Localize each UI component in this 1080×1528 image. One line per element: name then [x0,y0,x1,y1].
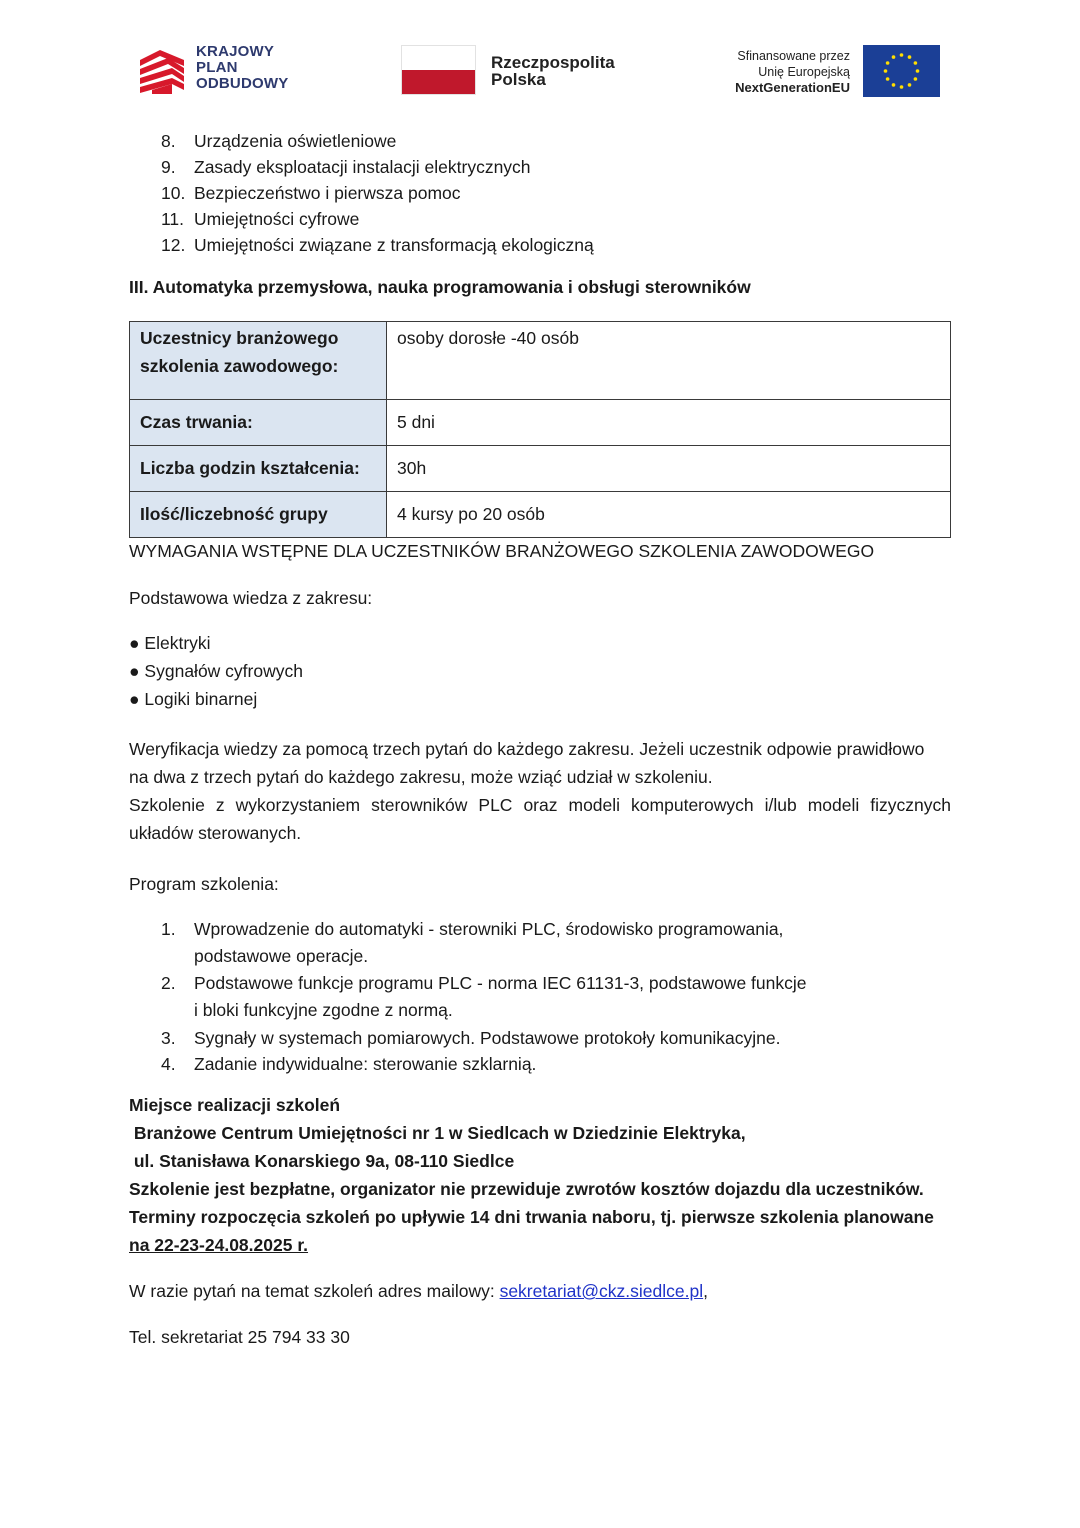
program-item: Podstawowe funkcje programu PLC - norma IEC 61131-3, podstawowe funkcje [194,973,807,993]
list-item: Urządzenia oświetleniowe [194,131,397,151]
table-value: osoby dorosłe -40 osób [387,322,951,400]
rp-line-1: Rzeczpospolita [491,53,615,72]
polish-flag-icon [401,45,476,95]
contact-email-prefix: W razie pytań na temat szkoleń adres mailowy: [129,1281,500,1301]
list-item: Umiejętności cyfrowe [194,209,360,229]
program-number: 3. [161,1028,176,1048]
header-logos [138,42,940,100]
kpo-line-2: PLAN [196,59,238,76]
kpo-line-1: KRAJOWY [196,43,275,60]
list-item: Umiejętności związane z transformacją ekologiczną [194,235,594,255]
table-value: 30h [387,446,951,492]
eu-flag-icon [863,45,940,97]
list-item: Zasady eksploatacji instalacji elektrycznych [194,157,531,177]
location-heading: Miejsce realizacji szkoleń [129,1095,341,1115]
bullet-item: ● Sygnałów cyfrowych [129,661,303,681]
start-dates: na 22-23-24.08.2025 r. [129,1235,309,1255]
location-address: ul. Stanisława Konarskiego 9a, 08-110 Siedlce [129,1151,515,1171]
rp-line-2: Polska [491,70,546,89]
program-number: 2. [161,973,176,993]
start-terms: Terminy rozpoczęcia szkoleń po upływie 14 dni trwania naboru, tj. pierwsze szkolenia planowane [129,1207,934,1227]
free-notice: Szkolenie jest bezpłatne, organizator nie przewiduje zwrotów kosztów dojazdu dla uczestników. [129,1179,924,1199]
verification-text: na dwa z trzech pytań do każdego zakresu, może wziąć udział w szkoleniu. [129,767,713,787]
course-info-table [129,321,951,538]
eu-funding-logo [720,44,940,98]
program-item: Sygnały w systemach pomiarowych. Podstawowe protokoły komunikacyjne. [194,1028,781,1048]
program-item: podstawowe operacje. [194,946,369,966]
list-item: Bezpieczeństwo i pierwsza pomoc [194,183,461,203]
table-value: 5 dni [387,400,951,446]
program-heading: Program szkolenia: [129,874,279,894]
kpo-logo [138,44,308,98]
table-row [130,400,951,446]
training-description: układów sterowanych. [129,823,302,843]
program-item: Wprowadzenie do automatyki - sterowniki PLC, środowisko programowania, [194,919,784,939]
bullet-item: ● Logiki binarnej [129,689,258,709]
table-row [130,492,951,538]
list-number: 8. [161,131,176,151]
list-number: 12. [161,235,186,255]
requirements-heading: WYMAGANIA WSTĘPNE DLA UCZESTNIKÓW BRANŻOWEGO SZKOLENIA ZAWODOWEGO [129,541,875,561]
list-number: 11. [161,209,185,229]
eu-line-2: Unię Europejską [758,65,850,79]
program-item: Zadanie indywidualne: sterowanie szklarnią. [194,1054,537,1074]
section-title: III. Automatyka przemysłowa, nauka programowania i obsługi sterowników [129,277,751,297]
requirements-intro: Podstawowa wiedza z zakresu: [129,588,373,608]
list-number: 9. [161,157,176,177]
location-name: Branżowe Centrum Umiejętności nr 1 w Siedlcach w Dziedzinie Elektryka, [129,1123,746,1143]
rzeczpospolita-logo [401,45,641,97]
contact-email-suffix: , [703,1281,708,1301]
program-number: 1. [161,919,176,939]
bullet-item: ● Elektryki [129,633,211,653]
table-row [130,322,951,400]
table-label: Liczba godzin kształcenia: [130,446,387,492]
kpo-line-3: ODBUDOWY [196,75,289,92]
contact-email-line [129,1278,708,1304]
table-row [130,446,951,492]
program-number: 4. [161,1054,176,1074]
table-label: Uczestnicy branżowego szkolenia zawodowego: [130,322,387,400]
kpo-building-icon [138,46,188,96]
training-description: Szkolenie z wykorzystaniem sterowników PLC oraz modeli komputerowych i/lub modeli fizycznych [129,795,951,815]
program-item: i bloki funkcyjne zgodne z normą. [194,1000,453,1020]
table-label: Czas trwania: [130,400,387,446]
email-link[interactable]: sekretariat@ckz.siedlce.pl [499,1281,704,1301]
table-value: 4 kursy po 20 osób [387,492,951,538]
table-label: Ilość/liczebność grupy [130,492,387,538]
eu-line-1: Sfinansowane przez [737,49,850,63]
verification-text: Weryfikacja wiedzy za pomocą trzech pytań do każdego zakresu. Jeżeli uczestnik odpowie prawidłowo [129,739,925,759]
eu-line-3: NextGenerationEU [735,80,850,95]
list-number: 10. [161,183,186,203]
contact-phone: Tel. sekretariat 25 794 33 30 [129,1327,350,1347]
